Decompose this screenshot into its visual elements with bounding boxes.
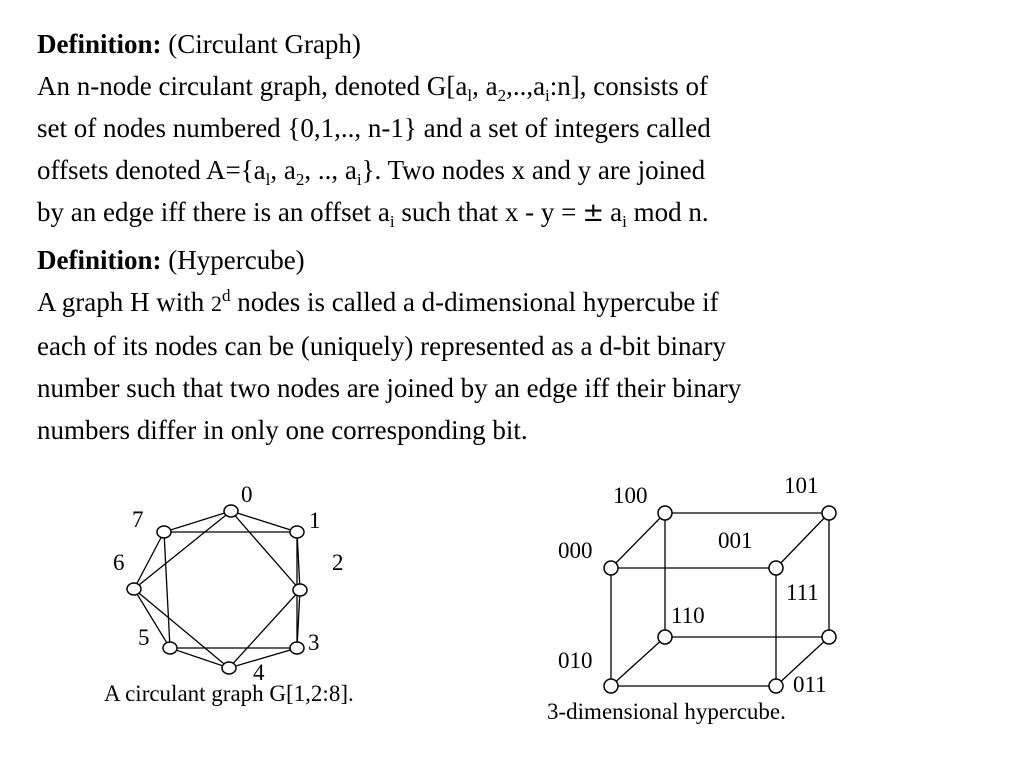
hypercube-node: [604, 561, 618, 575]
subscript: i: [389, 212, 395, 231]
text-segment: ,..,a: [506, 71, 546, 101]
circulant-caption: A circulant graph G[1,2:8].: [104, 681, 354, 706]
node-label: 4: [253, 660, 265, 685]
subscript: 2: [497, 86, 507, 105]
node-label: 010: [558, 648, 593, 673]
circulant-node: [290, 526, 304, 538]
node-label: 000: [558, 538, 593, 563]
hypercube-node: [604, 679, 618, 693]
hypercube-node: [658, 506, 672, 520]
hypercube-edge: [776, 513, 829, 568]
definition-title: (Hypercube): [168, 245, 305, 275]
text-segment: , .., a: [304, 155, 357, 185]
text-segment: by an edge iff there is an offset a: [37, 197, 390, 227]
definition-label: Definition:: [37, 245, 162, 275]
text-segment: nodes is called a d-dimensional hypercube if: [230, 287, 719, 317]
text-segment: , a: [472, 71, 498, 101]
node-label: 111: [786, 580, 819, 605]
node-label: 7: [132, 507, 144, 532]
hypercube-node: [769, 561, 783, 575]
node-label: 100: [613, 483, 648, 508]
node-label: 101: [784, 473, 819, 498]
text-segment: mod n.: [626, 197, 709, 227]
node-label: 3: [308, 630, 320, 655]
hypercube-node: [658, 630, 672, 644]
hypercube-figure: [547, 473, 836, 724]
text-segment: }. Two nodes x and y are joined: [361, 155, 706, 185]
superscript: d: [221, 286, 231, 305]
node-label: 110: [671, 603, 705, 628]
text-segment: , a: [270, 155, 296, 185]
circulant-graph-figure: [104, 482, 354, 706]
hypercube-edge: [611, 637, 665, 686]
circulant-node: [293, 584, 307, 596]
plus-minus-symbol: ±: [582, 198, 605, 228]
text-segment: An n-node circulant graph, denoted G[a: [37, 71, 468, 101]
hypercube-line-4: numbers differ in only one corresponding bit.: [37, 415, 528, 445]
subscript: i: [622, 212, 627, 231]
circulant-node: [163, 642, 177, 654]
definition-title: (Circulant Graph): [168, 29, 361, 59]
node-label: 011: [793, 672, 827, 697]
subscript: 2: [295, 170, 305, 189]
text-segment: such that x - y =: [394, 197, 577, 227]
circulant-node: [127, 583, 141, 595]
circulant-node: [224, 505, 238, 517]
subscript: i: [356, 170, 362, 189]
hypercube-node: [822, 630, 836, 644]
text-segment: a: [610, 197, 623, 227]
circulant-node: [222, 662, 236, 674]
hypercube-caption: 3-dimensional hypercube.: [547, 699, 786, 724]
node-label: 001: [718, 528, 753, 553]
text-segment: :n], consists of: [549, 71, 709, 101]
hypercube-node: [769, 679, 783, 693]
definition-label: Definition:: [37, 29, 162, 59]
subscript: l: [467, 86, 473, 105]
node-label: 6: [113, 550, 125, 575]
circulant-node: [157, 526, 171, 538]
text-segment: offsets denoted A={a: [37, 155, 266, 185]
circulant-line-2: set of nodes numbered {0,1,.., n-1} and a set of integers called: [37, 113, 711, 143]
circulant-node: [290, 642, 304, 654]
hypercube-line-3: number such that two nodes are joined by an edge iff their binary: [37, 373, 742, 403]
subscript: l: [265, 170, 271, 189]
text-segment: A graph H with: [37, 287, 211, 317]
node-label: 1: [309, 508, 321, 533]
node-label: 0: [241, 482, 253, 507]
power-base: 2: [210, 291, 222, 316]
hypercube-node: [822, 506, 836, 520]
subscript: i: [545, 86, 550, 105]
hypercube-line-2: each of its nodes can be (uniquely) represented as a d-bit binary: [37, 331, 726, 361]
node-label: 5: [138, 625, 150, 650]
node-label: 2: [332, 550, 344, 575]
hypercube-edge: [611, 513, 665, 568]
